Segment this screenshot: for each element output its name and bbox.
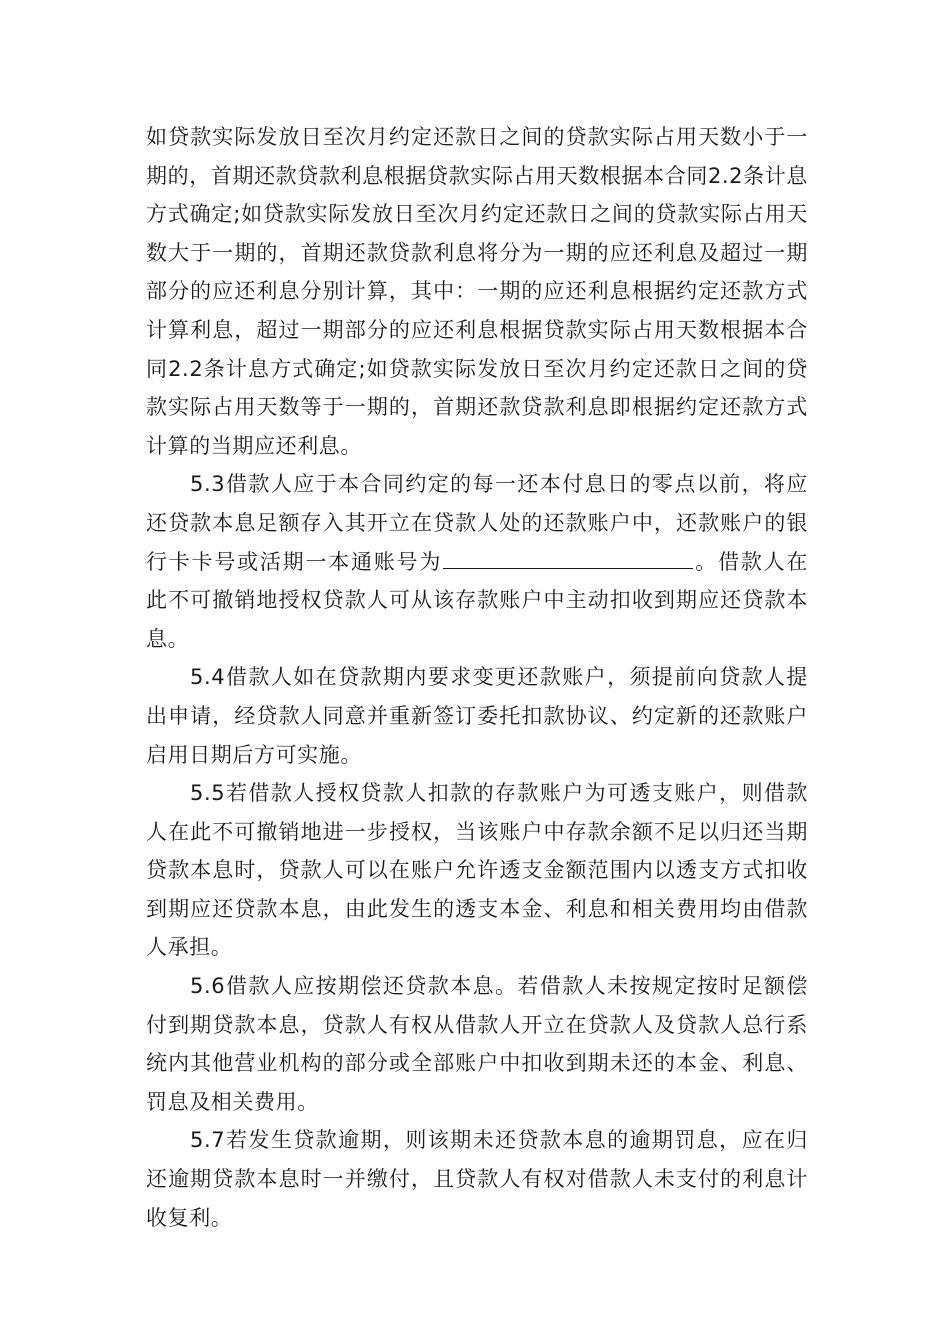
paragraph-5-2-continuation: 如贷款实际发放日至次月约定还款日之间的贷款实际占用天数小于一期的，首期还款贷款利息根据贷款实际占用天数根据本合同2.2条计息方式确定;如贷款实际发放日至次月约定还款日之间的贷款实际占用天数大于一期的，首期还款贷款利息将分为一期的应还利息及超过一期部分的应还利息分别计算，其中：一期的应还利息根据约定还款方式计算利息，超过一期部分的应还利息根据贷款实际占用天数根据本合同2.2条计息方式确定;如贷款实际发放日至次月约定还款日之间的贷款实际占用天数等于一期的，首期还款贷款利息即根据约定还款方式计算的当期应还利息。 xyxy=(146,125,808,458)
document-body xyxy=(146,118,808,1237)
paragraph-5-3-text-before: 5.3借款人应于本合同约定的每一还本付息日的零点以前，将应还贷款本息足额存入其开立在贷款人处的还款账户中，还款账户的银行卡卡号或活期一本通账号为 xyxy=(146,472,808,574)
paragraph-5-3 xyxy=(146,465,808,658)
account-number-blank xyxy=(443,546,693,569)
paragraph-5-4: 5.4借款人如在贷款期内要求变更还款账户，须提前向贷款人提出申请，经贷款人同意并重新签订委托扣款协议、约定新的还款账户启用日期后方可实施。 xyxy=(146,665,808,767)
paragraph-5-6: 5.6借款人应按期偿还贷款本息。若借款人未按规定按时足额偿付到期贷款本息，贷款人有权从借款人开立在贷款人及贷款人总行系统内其他营业机构的部分或全部账户中扣收到期未还的本金、利息、罚息及相关费用。 xyxy=(146,974,808,1114)
paragraph-5-7: 5.7若发生贷款逾期，则该期未还贷款本息的逾期罚息，应在归还逾期贷款本息时一并缴付，且贷款人有权对借款人未支付的利息计收复利。 xyxy=(146,1128,808,1230)
paragraph-5-5: 5.5若借款人授权贷款人扣款的存款账户为可透支账户，则借款人在此不可撤销地进一步授权，当该账户中存款余额不足以归还当期贷款本息时，贷款人可以在账户允许透支金额范围内以透支方式扣收到期应还贷款本息，由此发生的透支本金、利息和相关费用均由借款人承担。 xyxy=(146,781,808,960)
paragraph-5-3-text-after: 。借款人在此不可撤销地授权贷款人可从该存款账户中主动扣收到期应还贷款本息。 xyxy=(146,549,808,651)
